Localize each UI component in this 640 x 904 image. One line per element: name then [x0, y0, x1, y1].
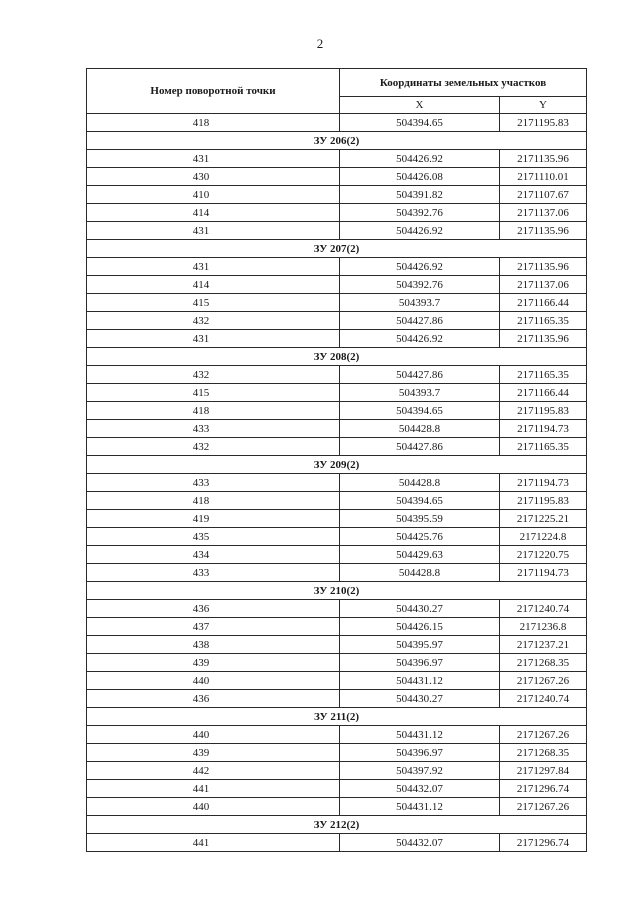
y-coordinate-cell: 2171240.74 — [500, 600, 587, 618]
x-coordinate-cell: 504429.63 — [340, 546, 500, 564]
y-coordinate-cell: 2171296.74 — [500, 834, 587, 852]
y-coordinate-cell: 2171165.35 — [500, 366, 587, 384]
point-number-cell: 433 — [87, 474, 340, 492]
y-coordinate-cell: 2171165.35 — [500, 312, 587, 330]
x-coordinate-cell: 504426.92 — [340, 222, 500, 240]
x-coordinate-cell: 504430.27 — [340, 600, 500, 618]
x-coordinate-cell: 504431.12 — [340, 798, 500, 816]
table-row — [87, 474, 587, 492]
section-title: ЗУ 207(2) — [87, 240, 587, 258]
y-coordinate-cell: 2171297.84 — [500, 762, 587, 780]
x-coordinate-cell: 504427.86 — [340, 366, 500, 384]
y-coordinate-cell: 2171220.75 — [500, 546, 587, 564]
section-title: ЗУ 209(2) — [87, 456, 587, 474]
y-coordinate-cell: 2171267.26 — [500, 672, 587, 690]
table-row — [87, 690, 587, 708]
point-number-cell: 414 — [87, 276, 340, 294]
x-coordinate-cell: 504432.07 — [340, 780, 500, 798]
section-header-row — [87, 816, 587, 834]
table-row — [87, 186, 587, 204]
point-number-cell: 438 — [87, 636, 340, 654]
y-coordinate-cell: 2171240.74 — [500, 690, 587, 708]
header-x: X — [340, 97, 500, 114]
table-row — [87, 258, 587, 276]
section-title: ЗУ 206(2) — [87, 132, 587, 150]
table-row — [87, 834, 587, 852]
point-number-cell: 436 — [87, 600, 340, 618]
section-title: ЗУ 208(2) — [87, 348, 587, 366]
point-number-cell: 440 — [87, 798, 340, 816]
x-coordinate-cell: 504427.86 — [340, 312, 500, 330]
table-row — [87, 672, 587, 690]
x-coordinate-cell: 504393.7 — [340, 294, 500, 312]
point-number-cell: 431 — [87, 222, 340, 240]
y-coordinate-cell: 2171166.44 — [500, 294, 587, 312]
y-coordinate-cell: 2171194.73 — [500, 420, 587, 438]
table-row — [87, 564, 587, 582]
point-number-cell: 431 — [87, 258, 340, 276]
section-header-row — [87, 582, 587, 600]
y-coordinate-cell: 2171236.8 — [500, 618, 587, 636]
x-coordinate-cell: 504431.12 — [340, 726, 500, 744]
y-coordinate-cell: 2171267.26 — [500, 798, 587, 816]
point-number-cell: 418 — [87, 114, 340, 132]
x-coordinate-cell: 504432.07 — [340, 834, 500, 852]
point-number-cell: 430 — [87, 168, 340, 186]
table-row — [87, 150, 587, 168]
point-number-cell: 418 — [87, 492, 340, 510]
section-header-row — [87, 348, 587, 366]
table-row — [87, 384, 587, 402]
page-number: 2 — [316, 36, 324, 51]
point-number-cell: 414 — [87, 204, 340, 222]
table-row — [87, 618, 587, 636]
x-coordinate-cell: 504393.7 — [340, 384, 500, 402]
x-coordinate-cell: 504396.97 — [340, 744, 500, 762]
table-row — [87, 654, 587, 672]
table-row — [87, 294, 587, 312]
point-number-cell: 441 — [87, 780, 340, 798]
y-coordinate-cell: 2171137.06 — [500, 204, 587, 222]
point-number-cell: 432 — [87, 366, 340, 384]
coordinates-table — [86, 68, 587, 852]
y-coordinate-cell: 2171195.83 — [500, 492, 587, 510]
point-number-cell: 410 — [87, 186, 340, 204]
x-coordinate-cell: 504396.97 — [340, 654, 500, 672]
table-row — [87, 798, 587, 816]
y-coordinate-cell: 2171135.96 — [500, 258, 587, 276]
y-coordinate-cell: 2171135.96 — [500, 222, 587, 240]
point-number-cell: 418 — [87, 402, 340, 420]
x-coordinate-cell: 504394.65 — [340, 492, 500, 510]
table-row — [87, 402, 587, 420]
point-number-cell: 431 — [87, 330, 340, 348]
point-number-cell: 441 — [87, 834, 340, 852]
table-row — [87, 276, 587, 294]
table-row — [87, 780, 587, 798]
x-coordinate-cell: 504394.65 — [340, 402, 500, 420]
table-row — [87, 600, 587, 618]
y-coordinate-cell: 2171194.73 — [500, 564, 587, 582]
table-row — [87, 528, 587, 546]
x-coordinate-cell: 504426.08 — [340, 168, 500, 186]
y-coordinate-cell: 2171195.83 — [500, 114, 587, 132]
header-point-number: Номер поворотной точки — [87, 69, 340, 114]
table-row — [87, 330, 587, 348]
x-coordinate-cell: 504431.12 — [340, 672, 500, 690]
point-number-cell: 435 — [87, 528, 340, 546]
table-row — [87, 744, 587, 762]
y-coordinate-cell: 2171107.67 — [500, 186, 587, 204]
section-header-row — [87, 132, 587, 150]
y-coordinate-cell: 2171268.35 — [500, 744, 587, 762]
table-row — [87, 366, 587, 384]
y-coordinate-cell: 2171224.8 — [500, 528, 587, 546]
y-coordinate-cell: 2171225.21 — [500, 510, 587, 528]
x-coordinate-cell: 504426.92 — [340, 330, 500, 348]
point-number-cell: 432 — [87, 438, 340, 456]
y-coordinate-cell: 2171296.74 — [500, 780, 587, 798]
section-header-row — [87, 240, 587, 258]
point-number-cell: 433 — [87, 420, 340, 438]
x-coordinate-cell: 504391.82 — [340, 186, 500, 204]
header-y: Y — [500, 97, 587, 114]
point-number-cell: 415 — [87, 384, 340, 402]
table-row — [87, 204, 587, 222]
x-coordinate-cell: 504430.27 — [340, 690, 500, 708]
point-number-cell: 436 — [87, 690, 340, 708]
table-row — [87, 420, 587, 438]
y-coordinate-cell: 2171268.35 — [500, 654, 587, 672]
x-coordinate-cell: 504392.76 — [340, 204, 500, 222]
x-coordinate-cell: 504425.76 — [340, 528, 500, 546]
point-number-cell: 440 — [87, 726, 340, 744]
y-coordinate-cell: 2171166.44 — [500, 384, 587, 402]
y-coordinate-cell: 2171195.83 — [500, 402, 587, 420]
table-row — [87, 762, 587, 780]
section-title: ЗУ 210(2) — [87, 582, 587, 600]
point-number-cell: 433 — [87, 564, 340, 582]
y-coordinate-cell: 2171267.26 — [500, 726, 587, 744]
point-number-cell: 419 — [87, 510, 340, 528]
y-coordinate-cell: 2171110.01 — [500, 168, 587, 186]
x-coordinate-cell: 504428.8 — [340, 420, 500, 438]
point-number-cell: 439 — [87, 654, 340, 672]
x-coordinate-cell: 504394.65 — [340, 114, 500, 132]
point-number-cell: 432 — [87, 312, 340, 330]
header-coordinates: Координаты земельных участков — [340, 69, 587, 97]
table-row — [87, 222, 587, 240]
point-number-cell: 440 — [87, 672, 340, 690]
section-title: ЗУ 212(2) — [87, 816, 587, 834]
x-coordinate-cell: 504395.59 — [340, 510, 500, 528]
table-row — [87, 636, 587, 654]
table-body — [87, 114, 587, 852]
y-coordinate-cell: 2171194.73 — [500, 474, 587, 492]
table-row — [87, 546, 587, 564]
y-coordinate-cell: 2171237.21 — [500, 636, 587, 654]
x-coordinate-cell: 504428.8 — [340, 474, 500, 492]
table-row — [87, 168, 587, 186]
table-row — [87, 492, 587, 510]
x-coordinate-cell: 504395.97 — [340, 636, 500, 654]
x-coordinate-cell: 504397.92 — [340, 762, 500, 780]
x-coordinate-cell: 504392.76 — [340, 276, 500, 294]
section-header-row — [87, 708, 587, 726]
section-title: ЗУ 211(2) — [87, 708, 587, 726]
table-row — [87, 114, 587, 132]
point-number-cell: 442 — [87, 762, 340, 780]
table-header — [87, 69, 587, 114]
y-coordinate-cell: 2171165.35 — [500, 438, 587, 456]
y-coordinate-cell: 2171135.96 — [500, 330, 587, 348]
point-number-cell: 434 — [87, 546, 340, 564]
x-coordinate-cell: 504428.8 — [340, 564, 500, 582]
x-coordinate-cell: 504426.92 — [340, 150, 500, 168]
table-row — [87, 726, 587, 744]
x-coordinate-cell: 504426.92 — [340, 258, 500, 276]
table-row — [87, 438, 587, 456]
y-coordinate-cell: 2171135.96 — [500, 150, 587, 168]
point-number-cell: 439 — [87, 744, 340, 762]
table-row — [87, 312, 587, 330]
x-coordinate-cell: 504427.86 — [340, 438, 500, 456]
point-number-cell: 415 — [87, 294, 340, 312]
point-number-cell: 431 — [87, 150, 340, 168]
x-coordinate-cell: 504426.15 — [340, 618, 500, 636]
y-coordinate-cell: 2171137.06 — [500, 276, 587, 294]
section-header-row — [87, 456, 587, 474]
point-number-cell: 437 — [87, 618, 340, 636]
table-row — [87, 510, 587, 528]
